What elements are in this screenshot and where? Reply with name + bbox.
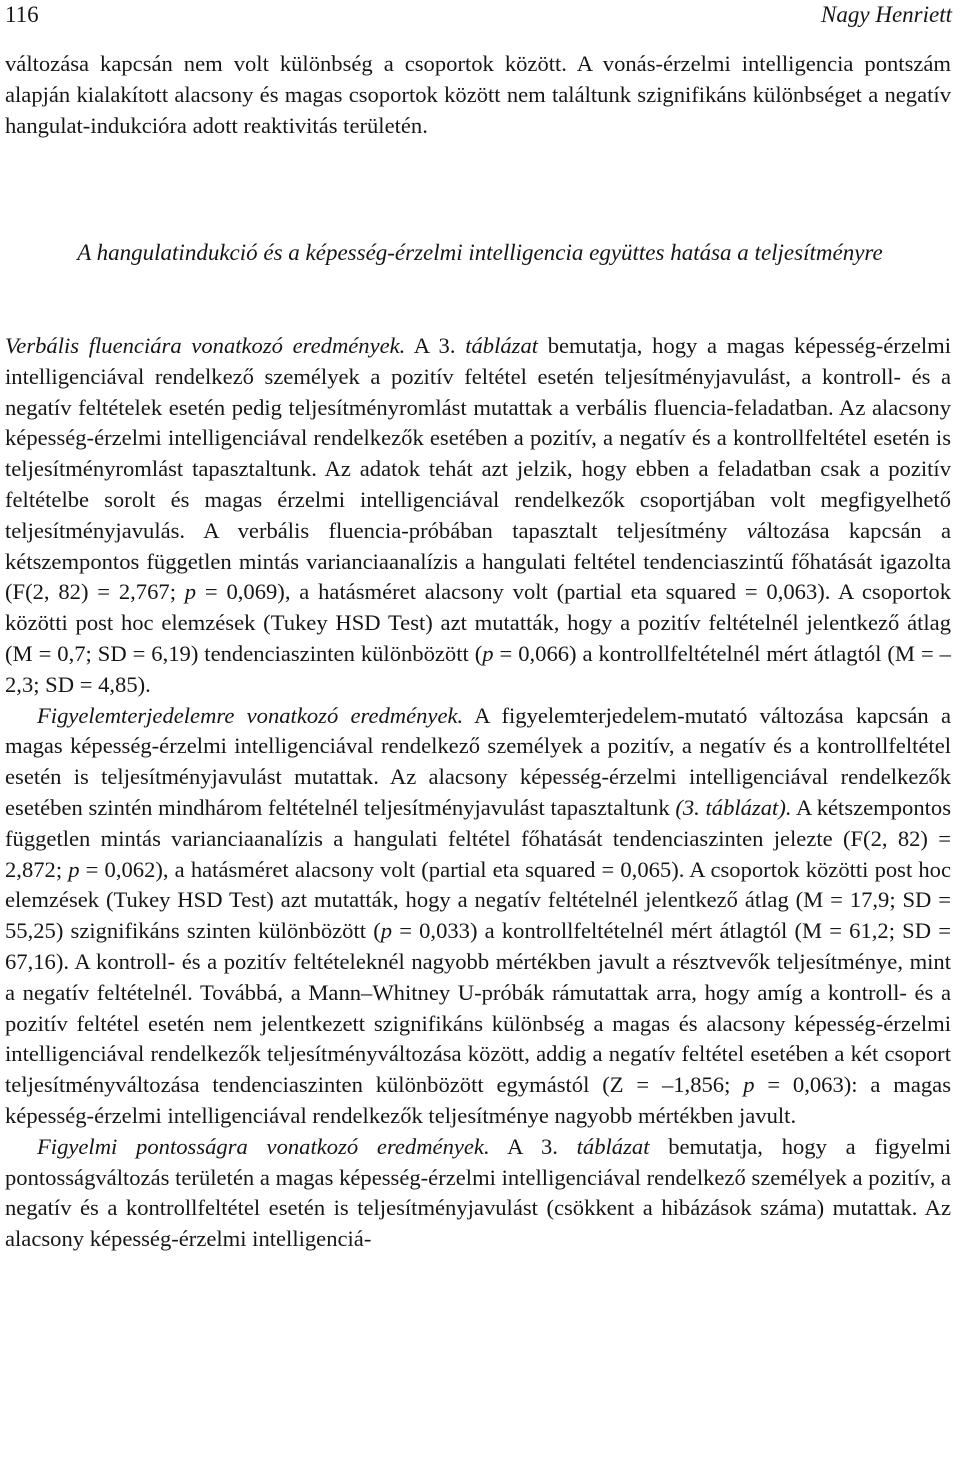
attention-span-text: = 0,033) a kontrollfeltételnél mért átlagtól (M = 61,2; SD = 67,16). A kontroll- és a pozitív feltételeknél nagyobb mértékben javult a résztvevők teljesítménye, mint a negatív feltételnél. Továbbá, a Mann–Whitney U-próbák rámutattak arra, hogy amíg a kontroll- és a pozitív feltétel esetén nem jelentkezett szignifikáns különbség a magas és alacsony képesség-érzelmi intelligenciával rendelkezők teljesítményváltozása között, addig a negatív feltétel esetében a két csoport teljesítményváltozása tendenciaszinten különbözött egymástól (Z = –1,856; (5, 918, 951, 1098)
symbol-v: v (746, 517, 757, 543)
page-header (5, 0, 952, 32)
table-reference: táblázat (465, 333, 539, 358)
symbol-p: p (380, 918, 393, 944)
attention-span-text: A figyelemterjedelem-mutató változása kapcsán a magas képesség-érzelmi intelligenciával rendelkező személyek a pozitív, a negatív és a kontrollfeltétel esetén is teljesítményjavulást mutattak. Az alacsony képesség-érzelmi intelligenciával rendelkezők esetében szintén mindhárom feltételnél teljesítményjavulást tapasztaltunk (5, 702, 951, 820)
attention-span-text: = 0,063): a magas képesség-érzelmi intelligenciával rendelkezők teljesítménye nagyobb mértékben javult. (5, 1072, 951, 1128)
attention-accuracy-label: Figyelmi pontosságra vonatkozó eredmények. (37, 1133, 490, 1159)
table-reference-prefix: A 3. (489, 1133, 577, 1159)
symbol-p: p (184, 579, 197, 605)
intro-paragraph: változása kapcsán nem volt különbség a csoportok között. A vonás-érzelmi intelligencia pontszám alapján kialakított alacsony és magas csoportok között nem találtunk szignifikáns különbséget a negatív hangulat-indukcióra adott reaktivitás területén. (5, 51, 951, 138)
verbal-fluency-text: bemutatja, hogy a magas képesség-érzelmi intelligenciával rendelkező személyek a pozitív feltétel esetén teljesítményjavulást, a kontroll- és a negatív feltételek esetén pedig teljesítményromlást mutattak a verbális fluencia-feladatban. Az alacsony képesség-érzelmi intelligenciával rendelkezők esetében a pozitív, a negatív és a kontrollfeltétel esetén is teljesítményromlást tapasztaltunk. Az adatok tehát azt jelzik, hogy ebben a feladatban csak a pozitív feltételbe sorolt és magas érzelmi intelligenciával rendelkezők csoportjában volt megfigyelhető teljesítményjavulás. A verbális fluencia-próbában tapasztalt teljesítmény (5, 333, 952, 543)
symbol-p: p (68, 856, 80, 882)
verbal-fluency-label: Verbális fluenciára vonatkozó eredmények. (5, 333, 406, 358)
running-head-author: Nagy Henriett (821, 2, 952, 27)
symbol-p: p (743, 1072, 755, 1098)
symbol-p: p (482, 640, 494, 666)
attention-span-paragraph (5, 701, 951, 1132)
table-reference-prefix: A 3. (405, 333, 466, 358)
verbal-fluency-text: = 0,066) a kontrollfeltételnél mért átlagtól (M = –2,3; SD = 4,85). (5, 640, 951, 697)
table-reference: (3. táblázat). (675, 794, 792, 820)
attention-accuracy-text: bemutatja, hogy a figyelmi pontosságváltozás területén a magas képesség-érzelmi intelligenciával rendelkező személyek a pozitív, a negatív és a kontrollfeltétel esetén is teljesítményjavulást (csökkent a hibázások száma) mutattak. Az alacsony képesség-érzelmi intelligenciá- (5, 1133, 951, 1252)
table-reference: táblázat (576, 1133, 650, 1159)
attention-span-text: = 0,062), a hatásméret alacsony volt (partial eta squared = 0,065). A csoportok közötti post hoc elemzések (Tukey HSD Test) azt mutatták, hogy a negatív feltételnél jelentkező átlag (M = 17,9; SD = 55,25) szignifikáns szinten különbözött ( (5, 856, 951, 944)
attention-span-label: Figyelemterjedelemre vonatkozó eredmények. (37, 702, 464, 728)
page-number: 116 (5, 2, 39, 27)
verbal-fluency-text: = 0,069), a hatásméret alacsony volt (partial eta squared = 0,063). A csoportok közötti post hoc elemzések (Tukey HSD Test) azt mutatták, hogy a pozitív feltételnél jelentkező átlag (M = 0,7; SD = 6,19) tendenciaszinten különbözött ( (5, 579, 951, 666)
results-text-block (5, 331, 951, 1255)
attention-span-text: A kétszempontos független mintás varianciaanalízis a hangulati feltétel főhatását tendenciaszinten jelezte (F(2, 82) = 2,872; (5, 794, 951, 882)
verbal-fluency-paragraph (5, 331, 951, 701)
verbal-fluency-text: áltozása kapcsán a kétszempontos független mintás varianciaanalízis a hangulati feltétel tendenciaszintű főhatását igazolta (F(2, 82) = 2,767; (5, 517, 951, 605)
attention-accuracy-paragraph (5, 1132, 951, 1255)
intro-paragraph-block (5, 49, 951, 141)
section-heading: A hangulatindukció és a képesség-érzelmi intelligencia együttes hatása a teljesítményre (77, 240, 883, 265)
